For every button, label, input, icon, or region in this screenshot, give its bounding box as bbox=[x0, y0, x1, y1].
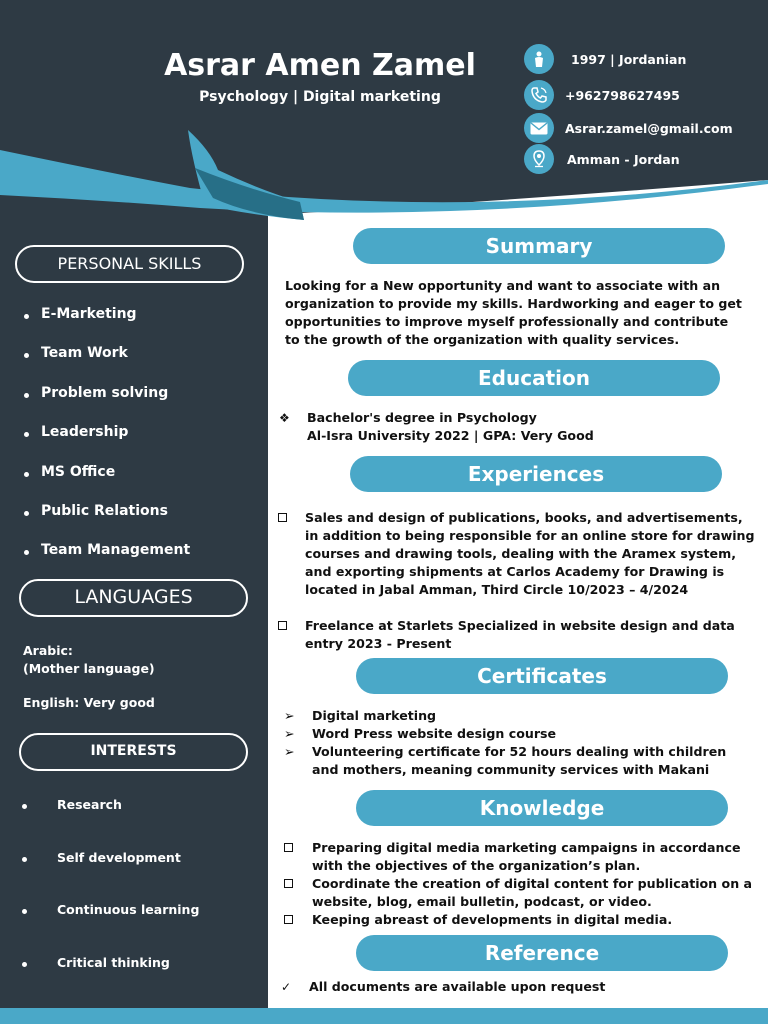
summary-text: Looking for a New opportunity and want to associate with an organization to provide my skills. Hardworking and eager to get opportunities to improve myself professionally and contribute to the growth of the organization with quality services. bbox=[285, 278, 742, 347]
knowledge-text: Keeping abreast of developments in digital media. bbox=[312, 912, 673, 927]
checkbox-bullet-icon bbox=[284, 915, 293, 924]
language-arabic bbox=[23, 642, 155, 677]
language-arabic-label: Arabic: bbox=[23, 643, 73, 658]
education-university: Al-Isra University 2022 | GPA: Very Good bbox=[307, 428, 594, 443]
language-english: English: Very good bbox=[23, 695, 155, 710]
interests-list bbox=[22, 797, 199, 1008]
knowledge-text: Coordinate the creation of digital content for publication on a website, blog, email bulletin, podcast, or video. bbox=[312, 876, 753, 909]
contact-email-text: Asrar.zamel@gmail.com bbox=[565, 120, 733, 136]
skill-item: Public Relations bbox=[24, 503, 190, 542]
certificate-text: Word Press website design course bbox=[312, 726, 557, 741]
checkbox-bullet-icon bbox=[278, 621, 287, 630]
skill-item: E-Marketing bbox=[24, 306, 190, 345]
experience-item bbox=[278, 509, 756, 599]
phone-icon bbox=[524, 80, 554, 110]
certificate-text: Digital marketing bbox=[312, 708, 437, 723]
certificate-item bbox=[284, 707, 739, 725]
candidate-subtitle: Psychology | Digital marketing bbox=[199, 89, 441, 105]
skill-item: Leadership bbox=[24, 424, 190, 463]
knowledge-list bbox=[284, 839, 756, 929]
personal-skills-heading: PERSONAL SKILLS bbox=[15, 245, 244, 283]
contact-email bbox=[524, 113, 733, 143]
checkbox-bullet-icon bbox=[284, 843, 293, 852]
certificates-heading: Certificates bbox=[356, 658, 728, 694]
education-entry bbox=[279, 409, 749, 445]
contact-location bbox=[524, 144, 680, 174]
email-icon bbox=[524, 113, 554, 143]
reference-entry bbox=[281, 978, 751, 996]
reference-text: All documents are available upon request bbox=[309, 979, 606, 994]
education-heading: Education bbox=[348, 360, 720, 396]
knowledge-text: Preparing digital media marketing campaigns in accordance with the objectives of the organization’s plan. bbox=[312, 840, 741, 873]
checkbox-bullet-icon bbox=[284, 879, 293, 888]
contact-birth-nationality bbox=[524, 44, 686, 74]
interests-heading: INTERESTS bbox=[19, 733, 248, 771]
interest-item: Self development bbox=[22, 850, 199, 903]
arrow-bullet-icon: ➢ bbox=[284, 744, 295, 759]
experience-text: Freelance at Starlets Specialized in website design and data entry 2023 - Present bbox=[305, 618, 735, 651]
interest-item: Research bbox=[22, 797, 199, 850]
experiences-list bbox=[278, 509, 756, 653]
diamond-bullet-icon: ❖ bbox=[279, 411, 290, 425]
certificates-list bbox=[284, 707, 739, 779]
certificate-text: Volunteering certificate for 52 hours dealing with children and mothers, meaning community services with Makani bbox=[312, 744, 727, 777]
experience-item bbox=[278, 617, 756, 653]
language-arabic-level: (Mother language) bbox=[23, 660, 155, 676]
person-icon bbox=[524, 44, 554, 74]
knowledge-heading: Knowledge bbox=[356, 790, 728, 826]
knowledge-item bbox=[284, 875, 756, 911]
contact-phone bbox=[524, 80, 680, 110]
languages-heading: LANGUAGES bbox=[19, 579, 248, 617]
contact-birth-text: 1997 | Jordanian bbox=[571, 51, 687, 67]
contact-phone-text: +962798627495 bbox=[565, 87, 680, 103]
summary-heading: Summary bbox=[353, 228, 725, 264]
education-degree: Bachelor's degree in Psychology bbox=[307, 410, 537, 425]
experience-text: Sales and design of publications, books, and advertisements, in addition to being responsible for an online store for drawing courses and drawing tools, dealing with the Aramex system, and exporting shipments at Carlos Academy for Drawing is located in Jabal Amman, Third Circle 10/2023 – 4/2024 bbox=[305, 510, 755, 597]
reference-heading: Reference bbox=[356, 935, 728, 971]
skills-list bbox=[24, 306, 190, 582]
experiences-heading: Experiences bbox=[350, 456, 722, 492]
interest-item: Critical thinking bbox=[22, 955, 199, 1008]
knowledge-item bbox=[284, 911, 756, 929]
skill-item: MS Office bbox=[24, 464, 190, 503]
location-icon bbox=[524, 144, 554, 174]
skill-item: Team Work bbox=[24, 345, 190, 384]
contact-location-text: Amman - Jordan bbox=[567, 151, 680, 167]
knowledge-item bbox=[284, 839, 756, 875]
skill-item: Problem solving bbox=[24, 385, 190, 424]
candidate-name: Asrar Amen Zamel bbox=[164, 48, 476, 83]
certificate-item bbox=[284, 725, 739, 743]
certificate-item bbox=[284, 743, 739, 779]
checkmark-icon: ✓ bbox=[281, 980, 292, 994]
interest-item: Continuous learning bbox=[22, 902, 199, 955]
checkbox-bullet-icon bbox=[278, 513, 287, 522]
bottom-strip bbox=[0, 1008, 768, 1024]
skill-item: Team Management bbox=[24, 542, 190, 581]
arrow-bullet-icon: ➢ bbox=[284, 726, 295, 741]
arrow-bullet-icon: ➢ bbox=[284, 708, 295, 723]
